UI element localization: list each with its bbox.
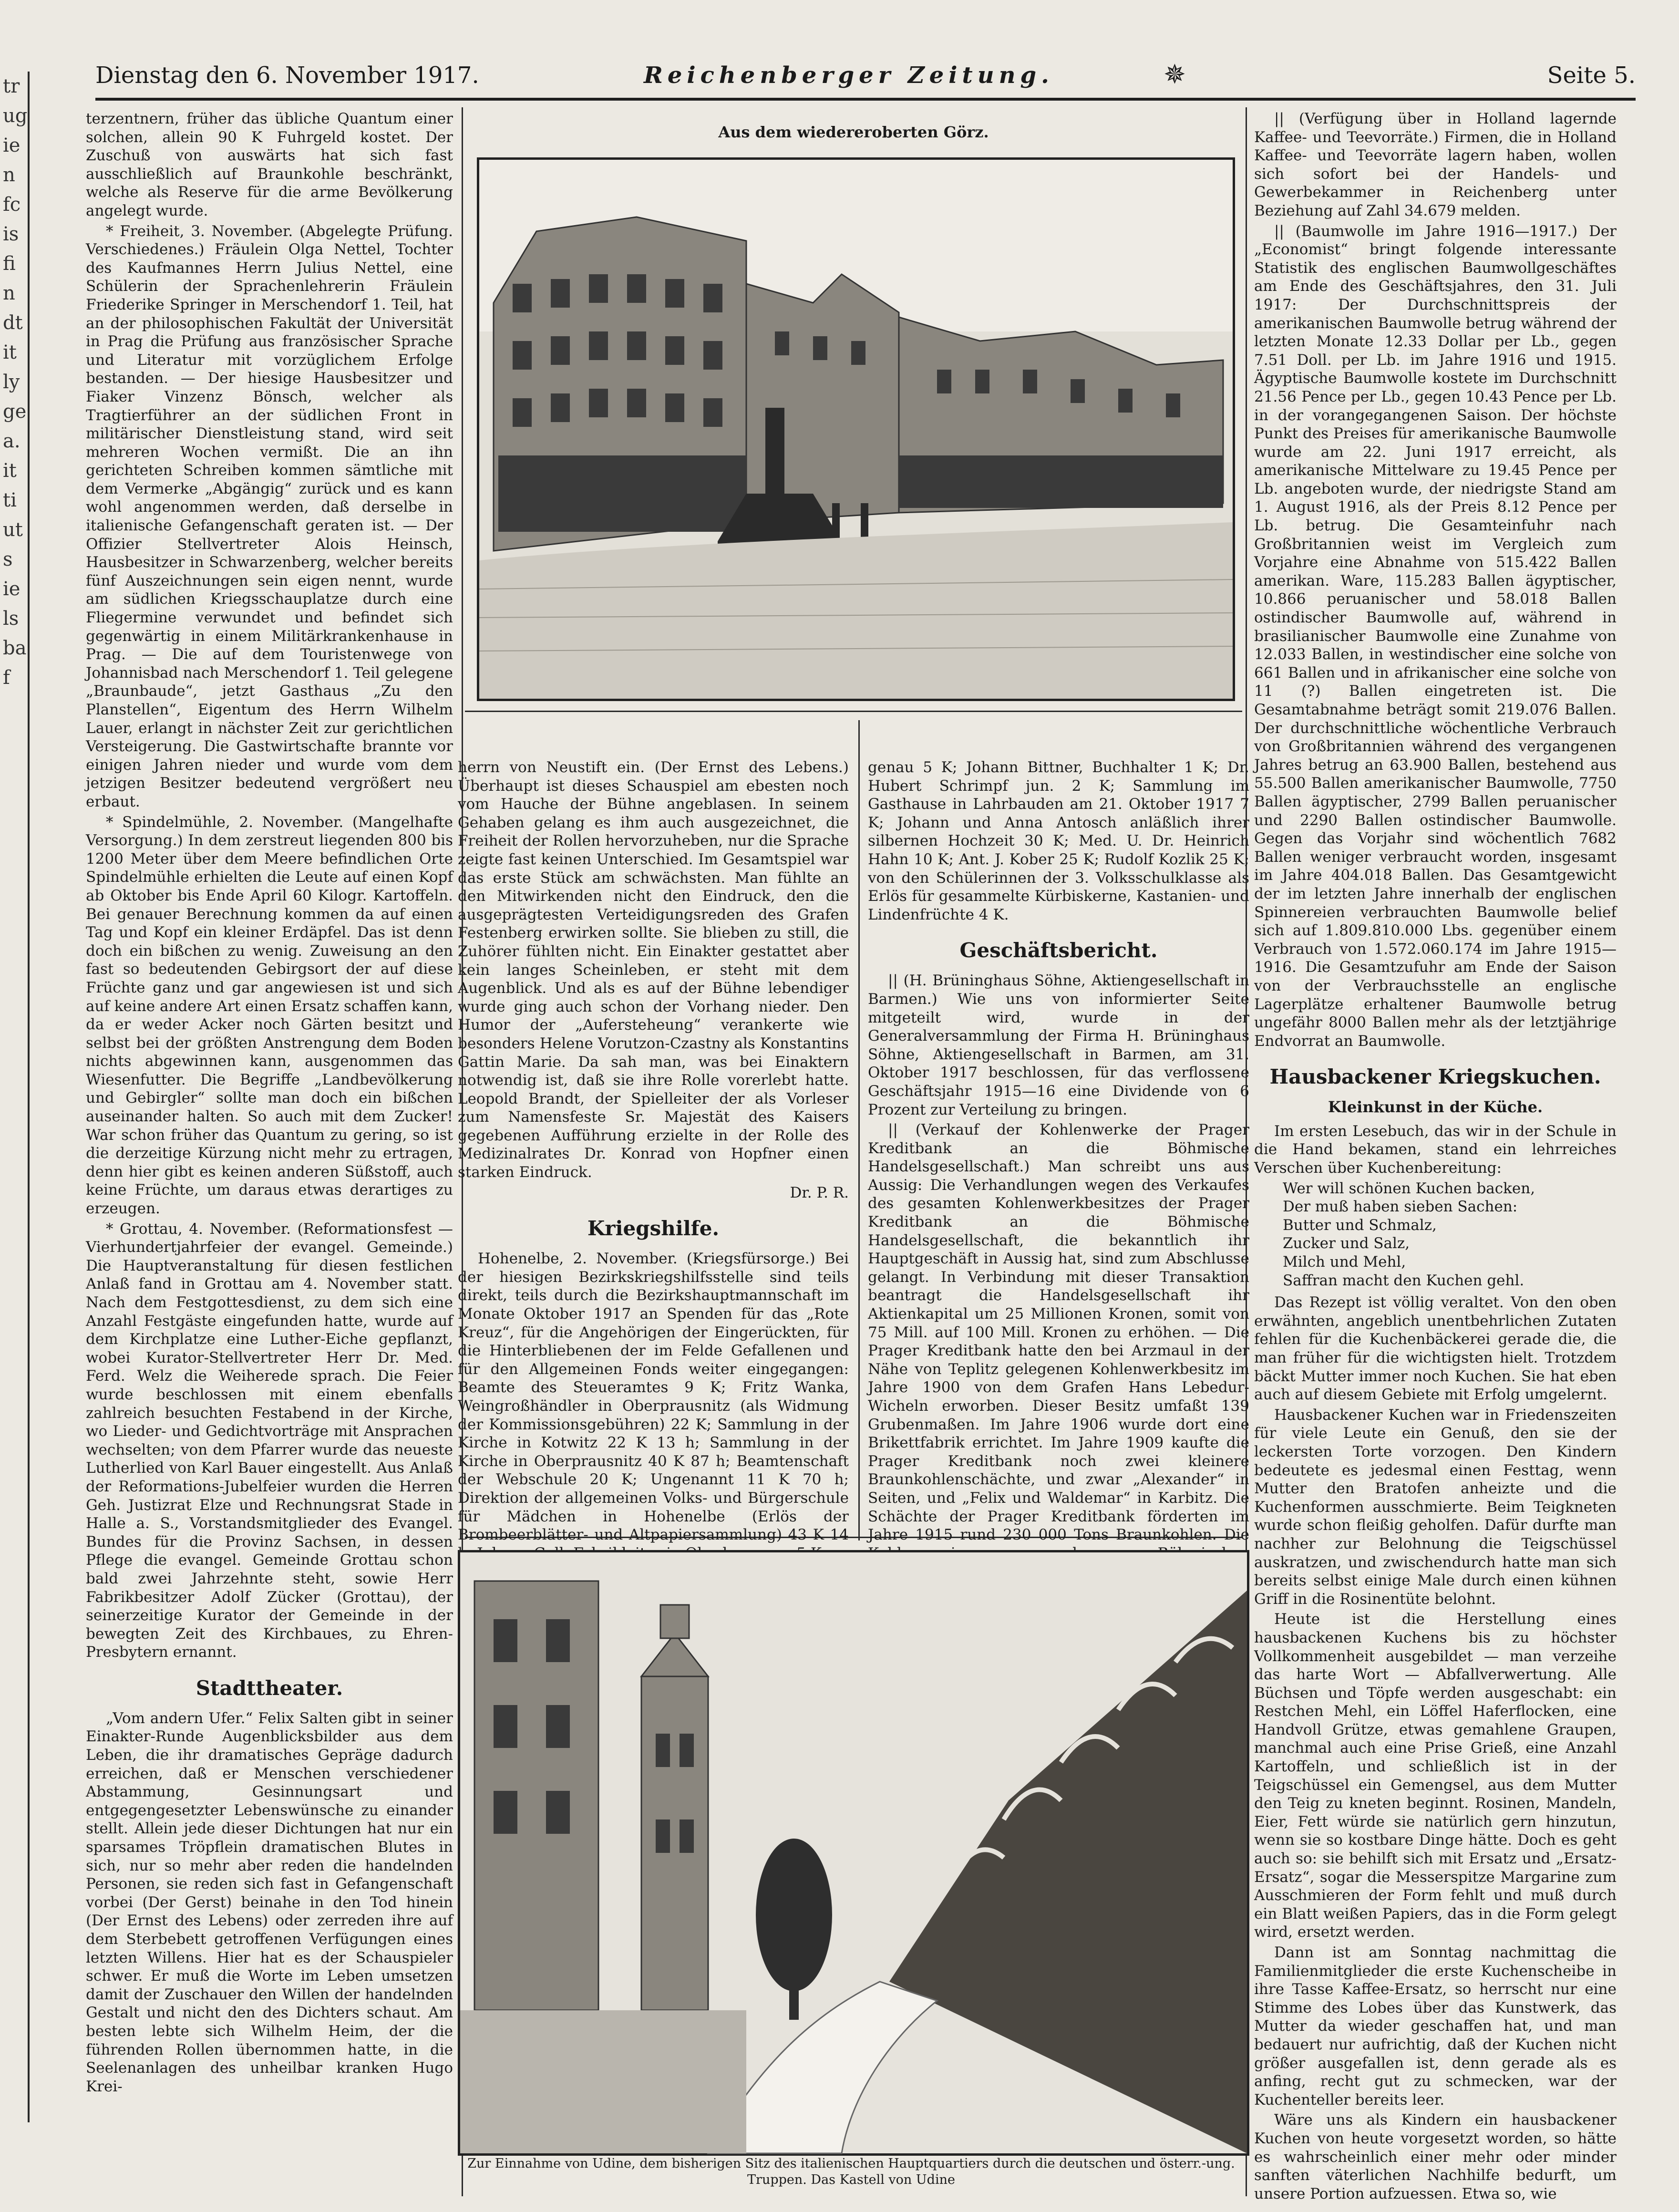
article-stadttheater: „Vom andern Ufer.“ Felix Salten gibt in seiner Einakter-Runde Augenblicksbilder aus dem Leben, die ihr dramatisches Gepräge dadurch erreichen, daß er Menschen verschiedener Abstammung, Gesinnungsart und entgegengesetzter Lebenswünsche zu einander stellt. Allein jede dieser Dichtungen hat nur ein sparsames Tröpflein dramatischen Blutes in sich, nur so mehr aber reden die handelnden Personen, sie reden sich fast in Gefangenschaft vorbei (Der Gerst) beinahe in den Tod hinein (Der Ernst des Lebens) oder zerreden ihre auf dem Sterbebett getroffenen Verfügungen eines letzten Willens. Hier hat es der Schauspieler schwer. Er muß die Worte im Leben umsetzen damit der Zuschauer den Willen der handelnden Gestalt und nicht den des Dichters schaut. Am besten lebte sich Wilhelm Heim, der die führenden Rollen übernommen hatte, in die Seelenanlagen des unheilbar kranken Hugo Krei- — [86, 1709, 453, 2095]
article-text: terzentnern, früher das übliche Quantum einer solchen, allein 90 K Fuhrgeld kostet. Der Zuschuß von auswärts hat sich fast ausschließlich auf Braunkohle beschränkt, welche als Reserve für die arme Bevölkerung angelegt wurde. — [86, 110, 453, 219]
ornament-icon: ✵ — [1164, 59, 1186, 90]
heading-stadttheater: Stadttheater. — [196, 1676, 343, 1700]
adjacent-page-edge: tr ug ie n fc is fi n dt it ly ge a. it ti ut s ie ls ba f — [0, 72, 30, 2122]
newspaper-title: Reichenberger Zeitung. — [644, 62, 1054, 89]
article-kreditbank: || (Verkauf der Kohlenwerke der Prager Kreditbank an die Böhmische Handelsgesellschaft.) Man schreibt uns aus Aussig: Die Verhandlungen wegen des Verkaufes des gesamten Kohlenwerkbesitzes der Prager Kreditbank an die Böhmische Handelsgesellschaft, die bekanntlich ihr Hauptgeschäft in Aussig hat, sind zum Abschlusse gelangt. In Verbindung mit dieser Transaktion beantragt die Handelsgesellschaft ihr Aktienkapital um 25 Millionen Kronen, somit von 75 Mill. auf 100 Mill. Kronen zu erhöhen. — Die Prager Kreditbank hatte den bei Arzmaul in der Nähe von Teplitz gelegenen Kohlenwerkbesitz im Jahre 1900 von dem Grafen Hans Lebedur-Wicheln erworben. Dieser Besitz umfaßt 139 Grubenmaßen. Im Jahre 1906 wurde dort eine Brikettfabrik errichtet. Im Jahre 1909 kaufte die Prager Kreditbank noch zwei kleinere Braunkohlenschächte, und zwar „Alexander“ in Seiten, und „Felix und Waldemar“ in Karbitz. Die Schächte der Prager Kreditbank förderten im Jahre 1915 rund 230 000 Tons Braunkohlen. Die — [868, 1121, 1249, 1544]
photo1-rule — [465, 711, 1242, 712]
article-kuchen-friedenszeit: Hausbackener Kuchen war in Friedenszeiten für viele Leute ein Genuß, den sie der leckersten Torte vorzogen. Den Kindern bedeutete es jedesmal einen Festtag, wenn Mutter den Bratofen anheizte und die Kuchenformen ausschmierte. Beim Teigkneten wurde schon fleißig geholfen. Dafür durfte man nachher zur Belohnung die Teigschüssel auskratzen, und zwischendurch hatte man sich bereits selbst einige Male durch einen kühnen Griff in die Rosinentüte belohnt. — [1254, 1406, 1617, 1608]
photo1-caption: Aus dem wiedereroberten Görz. — [718, 123, 989, 141]
subheading-kleinkunst: Kleinkunst in der Küche. — [1328, 1098, 1543, 1116]
article-kuchen-heute: Heute ist die Herstellung eines hausbackenen Kuchens bis zu höchster Vollkommenheit ausgebildet — man verzeihe das harte Wort — Abfallverwertung. Alle Büchsen und Töpfe werden ausgeschabt: ein Restchen Mehl, ein Löffel Haferflocken, eine Handvoll Grütze, etwas gemahlene Graupen, manchmal auch eine Prise Grieß, eine Anzahl Kartoffeln, und schließlich ist in der Teigschüssel ein Gemengsel, aus dem Mutter den Teig zu kneten beginnt. Rosinen, Mandeln, Eier, Fett würde sie natürlich gern hinzutun, wenn sie so kostbare Dinge hätte. Doch es geht auch so: sie behilft sich mit Ersatz und „Ersatz-Ersatz“, sogar die Messerspitze Margarine zum Ausschmieren der Form fehlt und muß durch ein Blatt weißen Papiers, das in die Form gelegt wird, ersetzt werden. — [1254, 1611, 1617, 1941]
photo-udine — [458, 1550, 1249, 2156]
article-baumwolle: || (Baumwolle im Jahre 1916—1917.) Der „Economist“ bringt folgende interessante Statistik des englischen Baumwollgeschäftes am Ende des Geschäftsjahres, den 31. Juli 1917: Der Durchschnittspreis der amerikanischen Baumwolle betrug während der letzten Monate 12.33 Dollar per Lb., gegen 7.51 Doll. per Lb. im Jahre 1916 und 1915. Ägyptische Baumwolle kostete im Durchschnitt 21.56 Pence per Lb., gegen 10.43 Pence per Lb. in der vorangegangenen Saison. Der höchste Punkt des Preises für amerikanische Baumwolle wurde am 22. Juni 1917 erreicht, als amerikanische Mittelware zu 19.45 Pence per Lb. angeboten wurde, der niedrigste Stand am 1. August 1916, als der Preis 8.12 Pence per Lb. betrug. Die Gesamteinfuhr nach Großbritannien weist im Vergleich zum Vorjahre eine Abnahme von 515.422 Ballen amerikan. Ware, 115.283 Ballen ägyptischer, 10.866 peruanischer und 58.018 Ballen ostindischer Baumwolle auf, während in brasilianischer Baumwolle eine Zunahme von 12.033 Ballen, in westindischer eine solche von 661 Ballen und in afrikanischer eine solche von 11 (?) Ballen eingetreten ist. Die Gesamtabnahme beträgt somit 219.076 Ballen. Der durchschnittliche wöchentliche Verbrauch von Großbritannien während des vergangenen Jahres betrug an 63.900 Ballen, bestehend aus 55.500 Ballen amerikanischer Baumwolle, 7750 Ballen ägyptischer, 2799 Ballen peruanischer und 2290 Ballen ostindischer Baumwolle. Gegen das Vorjahr sind wöchentlich 7682 Ballen weniger verbraucht worden, insgesamt im Jahre 404.018 Ballen. Das Gesamtgewicht der im letzten Jahre innerhalb der englischen Spinnereien verbrauchten Baumwolle belief sich auf 1.809.810.000 Lbs. gegenüber einem Verbrauch von 1.572.060.174 im Jahre 1915—1916. Die Gesamtzufuhr am Ende der Saison von der Verbrauchsstelle an englische Lagerplätze erhaltener Baumwolle betrug ungefähr 8000 Ballen mehr als der letztjährige Endvorrat an Baumwolle. — [1254, 222, 1617, 1050]
page-number: Seite 5. — [1547, 62, 1636, 89]
photo2-caption: Zur Einnahme von Udine, dem bisherigen Sitz des italienischen Hauptquartiers durch die deutschen und österr.-ung. Truppen. Das Kastell von Udine — [467, 2156, 1235, 2187]
column-1 — [86, 110, 453, 2184]
goerz-street-illustration — [479, 160, 1233, 699]
article-kriegshilfe-continued: genau 5 K; Johann Bittner, Buchhalter 1 K; Dr. Hubert Schrimpf jun. 2 K; Sammlung im Gasthause in Lahrbauden am 21. Oktober 1917 7 K; Johann und Anna Antosch anläßlich ihrer silbernen Hochzeit 30 K; Med. U. Dr. Heinrich Hahn 10 K; Ant. J. Kober 25 K; Rudolf Kozlik 25 K; von den Schülerinnen der 3. Volksschulklasse als Erlös für gesammelte Kürbiskerne, Kastanien- und Lindenfrüchte 4 K. — [868, 759, 1249, 923]
article-brueninghaus: || (H. Brüninghaus Söhne, Aktiengesellschaft in Barmen.) Wie uns von informierter Seite mitgeteilt wird, wurde in der Generalversammlung der Firma H. Brüninghaus Söhne, Aktiengesellschaft in Barmen, am 31. Oktober 1917 beschlossen, für das verflossene Geschäftsjahr 1915—16 eine Dividende von 6 Prozent zur Verteilung zu bringen. — [868, 972, 1249, 1118]
article-kuchen-kinder: Wäre uns als Kindern ein hausbackener Kuchen von heute vorgesetzt worden, so hätte es wahrscheinlich einer mehr oder minder sanften väterlichen Nachhilfe bedurft, um unsere Portion aufzuessen. Etwa so, wie — [1254, 2111, 1617, 2202]
masthead-rule — [95, 98, 1636, 101]
article-kuchen-intro: Im ersten Lesebuch, das wir in der Schule in die Hand bekamen, stand ein lehrreiches Verschen über Kuchenbereitung: — [1254, 1122, 1617, 1177]
poem-line: Zucker und Salz, — [1283, 1235, 1410, 1252]
poem-line: Milch und Mehl, — [1283, 1253, 1406, 1271]
issue-date: Dienstag den 6. November 1917. — [95, 62, 479, 89]
article-kriegshilfe: Hohenelbe, 2. November. (Kriegsfürsorge.) Bei der hiesigen Bezirkskriegshilfsstelle sind teils direkt, teils durch die Bezirkshauptmannschaft im Monate Oktober 1917 an Spenden für das „Rote Kreuz“, für die Angehörigen der Eingerückten, für die Hinterbliebenen der im Felde Gefallenen und für den Allgemeinen Fonds weiter eingegangen: Beamte des Steueramtes 9 K; Fritz Wanka, Weingroßhändler in Oberprausnitz (als Widmung der Kommissionsgebühren) 22 K; Sammlung in der Kirche in Kotwitz 22 K 13 h; Sammlung in der Kirche in Oberprausnitz 40 K 87 h; Beamtenschaft der Webschule 20 K; Ungenannt 11 K 70 h; Direktion der allgemeinen Volks- und Bürgerschule für Mädchen in Hohenelbe (Erlös der Brombeerblätter- und Altpapiersammlung) 43 K 14 — [458, 1250, 849, 1544]
column-rule-2 — [858, 720, 860, 1540]
article-kuchen-sonntag: Dann ist am Sonntag nachmittag die Familienmitglieder die erste Kuchenscheibe in ihre Tasse Kaffee-Ersatz, so herrscht nur eine Stimme des Lobes über das Kunstwerk, das Mutter da wieder geschaffen hat, und man bedauert nur aufrichtig, daß der Kuchen nicht größer ausgefallen ist, denn gerade als es anfing, recht gut zu schmecken, war der Kuchenteller bereits leer. — [1254, 1944, 1617, 2109]
heading-kriegshilfe: Kriegshilfe. — [587, 1217, 720, 1240]
heading-geschaeftsbericht: Geschäftsbericht. — [959, 939, 1158, 962]
article-holland-kaffee: || (Verfügung über in Holland lagernde Kaffee- und Teevorräte.) Firmen, die in Holland Kaffee- und Teevorräte lagern haben, wollen sich sofort bei der Handels- und Gewerbekammer in Reichenberg unter Beziehung auf Zahl 34.679 melden. — [1254, 110, 1617, 219]
column-2 — [458, 758, 849, 1544]
column-3 — [868, 758, 1249, 1544]
poem-line: Butter und Schmalz, — [1283, 1216, 1437, 1234]
article-signature: Dr. P. R. — [790, 1184, 849, 1201]
article-theater-continued: herrn von Neustift ein. (Der Ernst des Lebens.) Überhaupt ist dieses Schauspiel am ebesten noch vom Hauche der Bühne angeblasen. In seinem Gehaben gelang es ihm auch ausgezeichnet, die Freiheit der Rollen hervorzuheben, nur die Sprache zeigte fast keinen Unterschied. Im Gesamtspiel war das erste Stück am schwächsten. Man fühlte an den Mitwirkenden nicht den Eindruck, den die ausgeprägtesten Verteidigungsreden des Grafen Festenberg erwirken sollte. Sie blieben zu still, die Zuhörer fühlten nicht. Ein Einakter gestattet aber kein langes Scheinleben, er steht mit dem Augenblick. Und als es auf der Bühne lebendiger wurde ging auch schon der Vorhang nieder. Den Humor der „Aufersteheung“ verankerte wie besonders Helene Vorutzon-Czastny als Konstantins Gattin Marie. Da sah man, was bei Einaktern notwendig ist, daß sie ihre Rolle vorerlebt hatte. Leopold Brandt, der Spielleiter der als Vorleser zum Namensfeste Sr. Majestät des Kaisers gegebenen Aufführung erzielte in der Rolle des Medizinalrates Dr. Konrad von Hopfner einen starken Eindruck. — [458, 759, 849, 1181]
kuchen-poem — [1283, 1179, 1617, 1290]
article-grottau: * Grottau, 4. November. (Reformationsfest — Vierhundertjahrfeier der evangel. Gemeinde.) Die Hauptveranstaltung für diesen festlichen Anlaß fand in Grottau am 4. November statt. Nach dem Festgottesdienst, zu dem sich eine Anzahl Festgäste eingefunden hatte, wurde auf dem Kirchplatze eine Luther-Eiche gepflanzt, wobei Kurator-Stellvertreter Herr Dr. Med. Ferd. Welz die Weiherede sprach. Die Feier wurde beschlossen mit einem ebenfalls zahlreich besuchten Festabend in der Kirche, wo Lieder- und Gedichtvorträge mit Ansprachen wechselten; von dem Pfarrer wurde das neueste Lutherlied von Karl Bauer eingestellt. Aus Anlaß der Reformations-Jubelfeier wurden die Herren Geh. Justizrat Elze und Rechnungsrat Stade in Halle a. S., Vorstandsmitglieder des Evangel. Bundes für die Provinz Sachsen, in dessen Pflege die evangel. Gemeinde Grottau schon bald zwei Jahrzehnte steht, sowie Herr Fabrikbesitzer Adolf Zücker (Grottau), der seinerzeitige Kurator der Gemeinde in der bewegten Zeit des Kirchbaues, zu Ehren-Presbytern ernannt. — [86, 1220, 453, 1661]
article-freiheit: * Freiheit, 3. November. (Abgelegte Prüfung. Verschiedenes.) Fräulein Olga Nettel, Tochter des Kaufmannes Herrn Julius Nettel, eine Schülerin der Sprachenlehrerin Fräulein Friederike Springer in Merschendorf 1. Teil, hat an der philosophischen Fakultät der Universität in Prag die Prüfung aus französischer Sprache und Literatur mit vorzüglichem Erfolge bestanden. — Der hiesige Hausbesitzer und Fiaker Vinzenz Bönsch, welcher als Tragtierführer an der südlichen Front in militärischer Dienstleistung stand, wird seit mehreren Wochen vermißt. Die an ihn gerichteten Schreiben kommen sämtliche mit dem Vermerke „Abgängig“ zurück und es kann wohl angenommen werden, daß derselbe in italienische Gefangenschaft geraten ist. — Der Offizier Stellvertreter Alois Heinsch, Hausbesitzer in Schwarzenberg, welcher bereits fünf Auszeichnungen sein eigen nennt, wurde am südlichen Kriegsschauplatze durch eine Fliegermine verwundet und befindet sich gegenwärtig in einem Militärkrankenhause in Prag. — Die auf dem Touristenwege von Johannisbad nach Merschendorf 1. Teil gelegene „Braunbaude“, jetzt Gasthaus „Zu den Planstellen“, Eigentum des Herrn Wilhelm Lauer, erlangt in nächster Zeit zur gerichtlichen Versteigerung. Die Gastwirtschafte brannte vor einigen Jahren nieder und wurde vom dem jetzigen Besitzer bedeutend vergrößert neu erbaut. — [86, 222, 453, 810]
photo-goerz — [477, 157, 1235, 701]
poem-line: Saffran macht den Kuchen gehl. — [1283, 1271, 1524, 1289]
column-4 — [1254, 110, 1617, 2202]
udine-castle-illustration — [460, 1552, 1247, 2153]
poem-line: Der muß haben sieben Sachen: — [1283, 1198, 1518, 1216]
heading-kriegskuchen: Hausbackener Kriegskuchen. — [1269, 1065, 1601, 1089]
article-kuchen-rezept: Das Rezept ist völlig veraltet. Von den oben erwähnten, angeblich unentbehrlichen Zutaten fehlen für die Kuchenbäckerei gerade die, die man früher für die wichtigsten hielt. Trotzdem bäckt Mutter immer noch Kuchen. Sie hat eben auch auf diesem Gebiete mit Erfolg umgelernt. — [1254, 1294, 1617, 1404]
poem-line: Wer will schönen Kuchen backen, — [1283, 1179, 1535, 1197]
article-spindelmuehle: * Spindelmühle, 2. November. (Mangelhafte Versorgung.) In dem zerstreut liegenden 800 bis 1200 Meter über dem Meere befindlichen Orte Spindelmühle erhielten die Leute auf einen Kopf ab Oktober bis Ende April 60 Kilogr. Kartoffeln. Bei genauer Berechnung kommen da auf einen Tag und Kopf ein kleiner Erdäpfel. Das ist denn doch ein bißchen zu wenig. Zuweisung an den fast so bedeutenden Gebirgsort der auf diese Früchte ganz und gar angewiesen ist und sich auf keine andere Art einen Ersatz schaffen kann, da er weder Acker noch Gärten besitzt und selbst bei der größten Anstrengung dem Boden nichts abgewinnen kann, ausgenommen das Wiesenfutter. Die Begriffe „Landbevölkerung und Gebirgler“ sollte man doch ein bißchen auseinander halten. So auch mit dem Zucker! War schon früher das Quantum zu gering, so ist die derzeitige Kürzung nicht mehr zu ertragen, denn hier gibt es keinen anderen Süßstoff, auch keine Früchte, um daraus etwas derartiges zu erzeugen. — [86, 813, 453, 1218]
